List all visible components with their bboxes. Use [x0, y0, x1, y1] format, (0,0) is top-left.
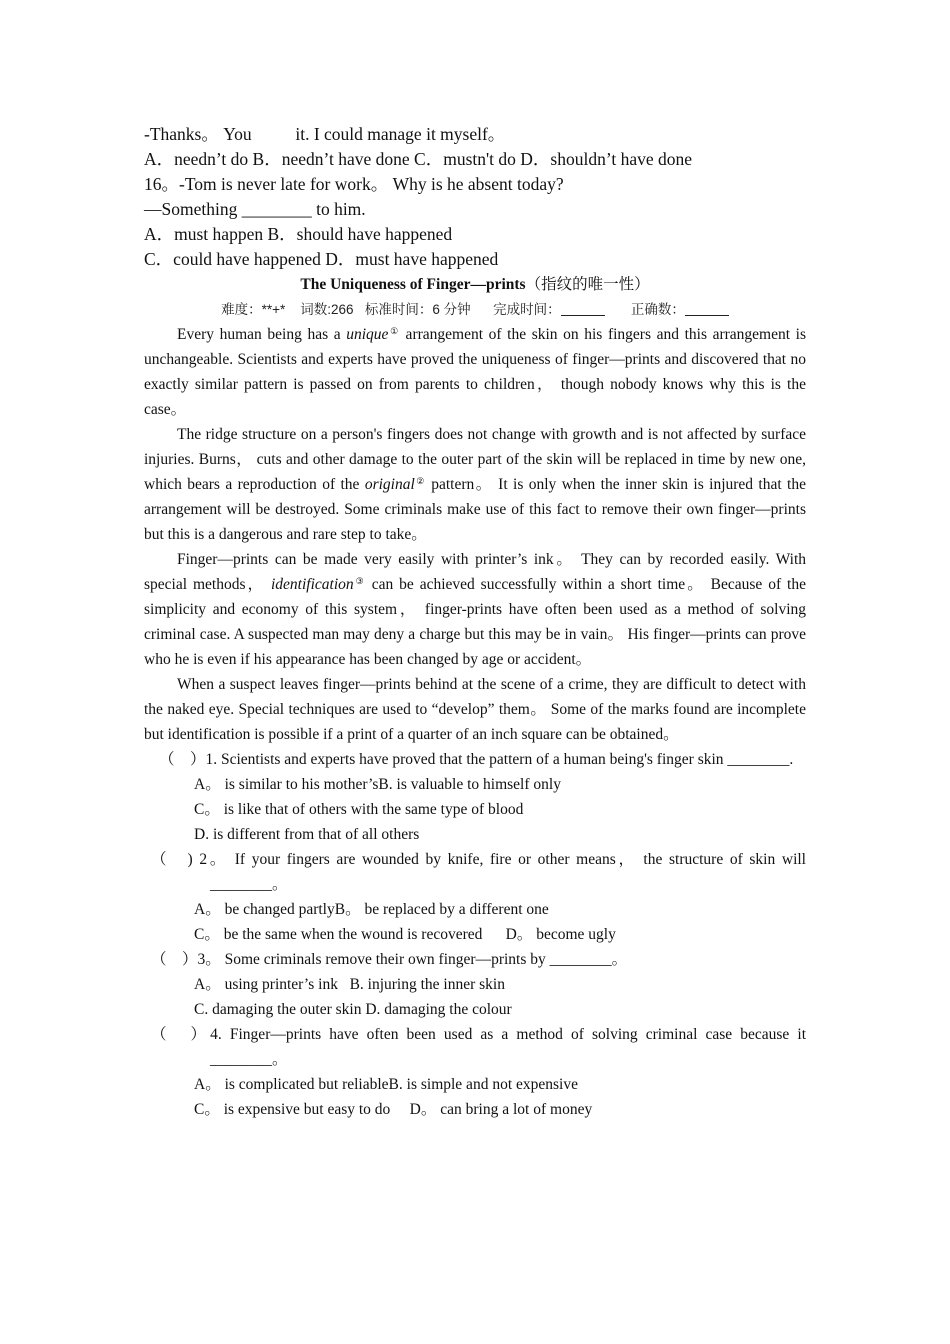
question-16-dialogue: 16。-Tom is never late for work。 Why is he absent today?: [144, 174, 564, 194]
annotated-word: identification: [270, 576, 354, 593]
article-paragraph-3: Finger—prints can be made very easily with printer’s ink。 They can by recorded easily. With special methods， identification③ can be achieved successfully within a short time。 Because of the simplicity and economy of this system， finger-prints have often been used as a method of solving criminal case. A suspected man may deny a charge but this may be in vain。 His finger—prints can prove who he is even if his appearance has been changed by age or accident。: [144, 551, 806, 668]
meta-standard-time: 标准时间：6 分钟: [364, 302, 471, 317]
footnote-mark: ③: [353, 576, 366, 586]
question-1-option-line: C。 is like that of others with the same type of blood: [194, 801, 524, 818]
question-16-options-cd: C．could have happened D．must have happened: [144, 249, 499, 269]
question-2-stem: （ ) 2。 If your fingers are wounded by knife, fire or other means， the structure of skin will ________。: [151, 851, 806, 893]
question-15-dialogue: -Thanks。 You it. I could manage it myself。: [144, 124, 506, 144]
question-4-stem: （ ）4. Finger—prints have often been used as a method of solving criminal case because it ________。: [151, 1026, 806, 1068]
document-page: [144, 122, 806, 1122]
meta-word-count: 词数:266: [300, 302, 354, 317]
question-1-option-line: A。 is similar to his mother’sB. is valuable to himself only: [194, 776, 561, 793]
question-2-option-line: C。 be the same when the wound is recovered D。 become ugly: [194, 926, 616, 943]
article-title-en: The Uniqueness of Finger—prints: [300, 276, 526, 293]
correct-count-blank: [685, 301, 729, 316]
article-paragraph-1: Every human being has a unique① arrangement of the skin on his fingers and this arrangement is unchangeable. Scientists and experts have proved the uniqueness of finger—prints and discovered that no exactly similar pattern is passed on from parents to children， though nobody knows why this is the case。: [144, 326, 806, 418]
footnote-mark: ②: [414, 476, 426, 486]
question-16-options-ab: A．must happen B．should have happened: [144, 224, 453, 244]
annotated-word: unique: [346, 326, 389, 343]
footnote-mark: ①: [388, 326, 400, 336]
meta-correct-count: 正确数：: [630, 302, 685, 317]
question-16-response: —Something ________ to him.: [144, 199, 366, 219]
article-meta: [144, 297, 806, 322]
annotated-word: original: [364, 476, 415, 493]
article-title-cn: （指纹的唯一性）: [525, 276, 650, 293]
question-3-option-line: A。 using printer’s ink B. injuring the inner skin: [194, 976, 505, 993]
question-2-option-line: A。 be changed partlyB。 be replaced by a different one: [194, 901, 549, 918]
article-paragraph-2: The ridge structure on a person's fingers does not change with growth and is not affected by surface injuries. Burns， cuts and other damage to the outer part of the skin will be replaced in time by new one, which bears a reproduction of the original② pattern。 It is only when the inner skin is injured that the arrangement will be destroyed. Some criminals make use of this fact to remove their own finger—prints but this is a dangerous and rare step to take。: [144, 426, 806, 543]
question-3-stem: （ ）3。 Some criminals remove their own finger—prints by ________。: [151, 951, 628, 968]
meta-completion-time: 完成时间：: [493, 302, 561, 317]
meta-difficulty: 难度：**+*: [221, 302, 286, 317]
article-paragraph-4: When a suspect leaves finger—prints behind at the scene of a crime, they are difficult to detect with the naked eye. Special techniques are used to “develop” them。 Some of the marks found are incomplete but identification is possible if a print of a quarter of an inch square can be obtained。: [144, 676, 806, 743]
question-1-stem: （ ）1. Scientists and experts have proved that the pattern of a human being's finger skin ________.: [159, 751, 794, 768]
question-4-option-line: C。 is expensive but easy to do D。 can bring a lot of money: [194, 1101, 593, 1118]
article-title: [144, 272, 806, 297]
question-3-option-line: C. damaging the outer skin D. damaging the colour: [194, 1001, 512, 1018]
completion-time-blank: [561, 301, 605, 316]
question-15-options: A．needn’t do B．needn’t have done C．mustn't do D．shouldn’t have done: [144, 149, 693, 169]
question-4-option-line: A。 is complicated but reliableB. is simple and not expensive: [194, 1076, 578, 1093]
question-1-option-line: D. is different from that of all others: [194, 826, 420, 843]
